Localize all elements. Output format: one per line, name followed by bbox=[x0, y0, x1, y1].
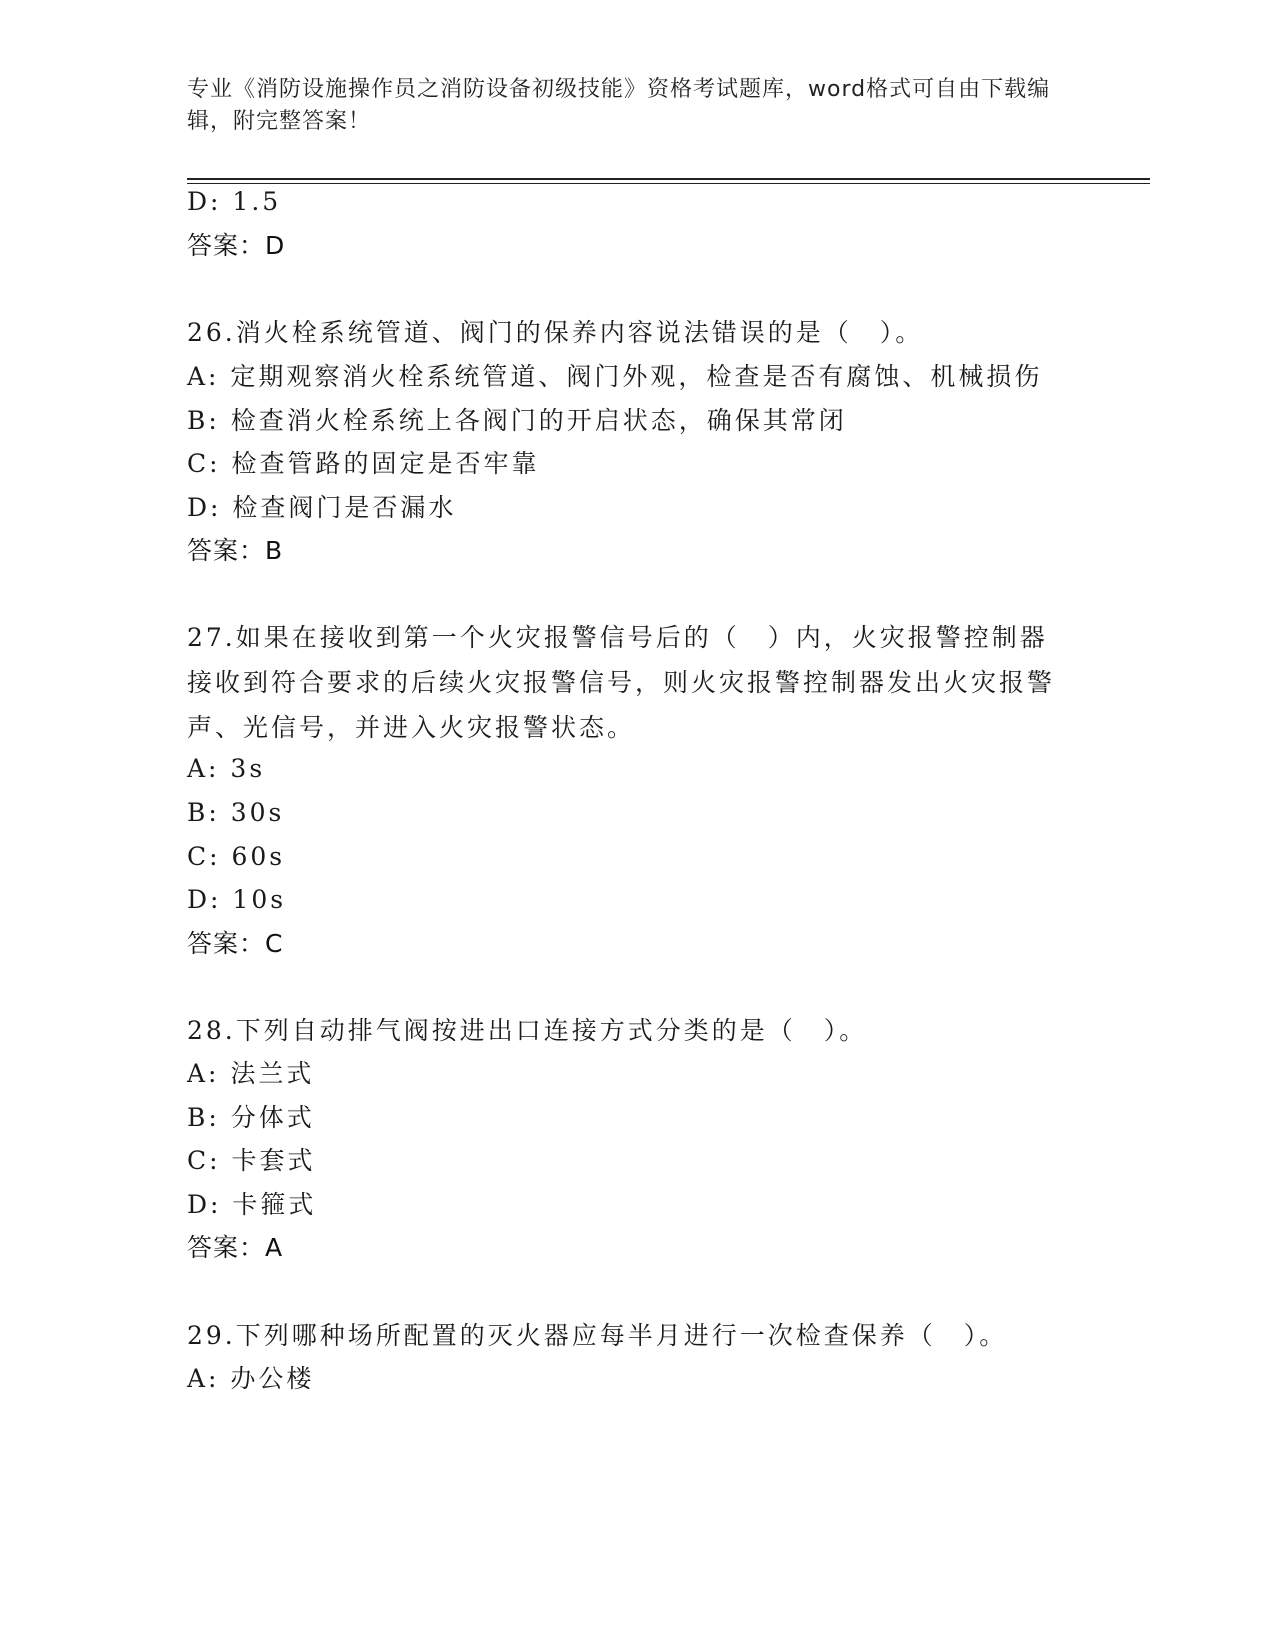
question-stem: 28.下列自动排气阀按进出口连接方式分类的是（ ）。 bbox=[187, 1016, 868, 1045]
answer: 答案：B bbox=[187, 536, 284, 565]
question-stem: 27.如果在接收到第一个火灾报警信号后的（ ）内，火灾报警控制器接收到符合要求的后续火灾报警信号，则火灾报警控制器发出火灾报警声、光信号，并进入火灾报警状态。 bbox=[187, 623, 1056, 742]
document-header: 专业《消防设施操作员之消防设备初级技能》资格考试题库，word格式可自由下载编辑，附完整答案！ bbox=[187, 77, 1051, 134]
answer: 答案：D bbox=[187, 231, 286, 260]
option-d: D: 1.5 bbox=[187, 187, 282, 216]
option-b: B: 30s bbox=[187, 798, 285, 827]
header-divider-thin bbox=[187, 183, 1150, 184]
option-b: B: 分体式 bbox=[187, 1103, 315, 1132]
option-c: C: 检查管路的固定是否牢靠 bbox=[187, 449, 540, 478]
option-c: C: 60s bbox=[187, 842, 286, 871]
answer: 答案：A bbox=[187, 1233, 284, 1262]
question-stem: 29.下列哪种场所配置的灭火器应每半月进行一次检查保养（ ）。 bbox=[187, 1321, 1008, 1350]
header-divider-thick bbox=[187, 178, 1150, 180]
option-a: A: 定期观察消火栓系统管道、阀门外观，检查是否有腐蚀、机械损伤 bbox=[187, 362, 1043, 391]
answer: 答案：C bbox=[187, 929, 284, 958]
option-d: D: 卡箍式 bbox=[187, 1190, 317, 1219]
option-c: C: 卡套式 bbox=[187, 1146, 316, 1175]
option-a: A: 3s bbox=[187, 754, 266, 783]
option-d: D: 检查阀门是否漏水 bbox=[187, 493, 457, 522]
option-b: B: 检查消火栓系统上各阀门的开启状态，确保其常闭 bbox=[187, 406, 847, 435]
option-d: D: 10s bbox=[187, 885, 287, 914]
option-a: A: 办公楼 bbox=[187, 1364, 315, 1393]
question-stem: 26.消火栓系统管道、阀门的保养内容说法错误的是（ ）。 bbox=[187, 318, 924, 347]
option-a: A: 法兰式 bbox=[187, 1059, 315, 1088]
